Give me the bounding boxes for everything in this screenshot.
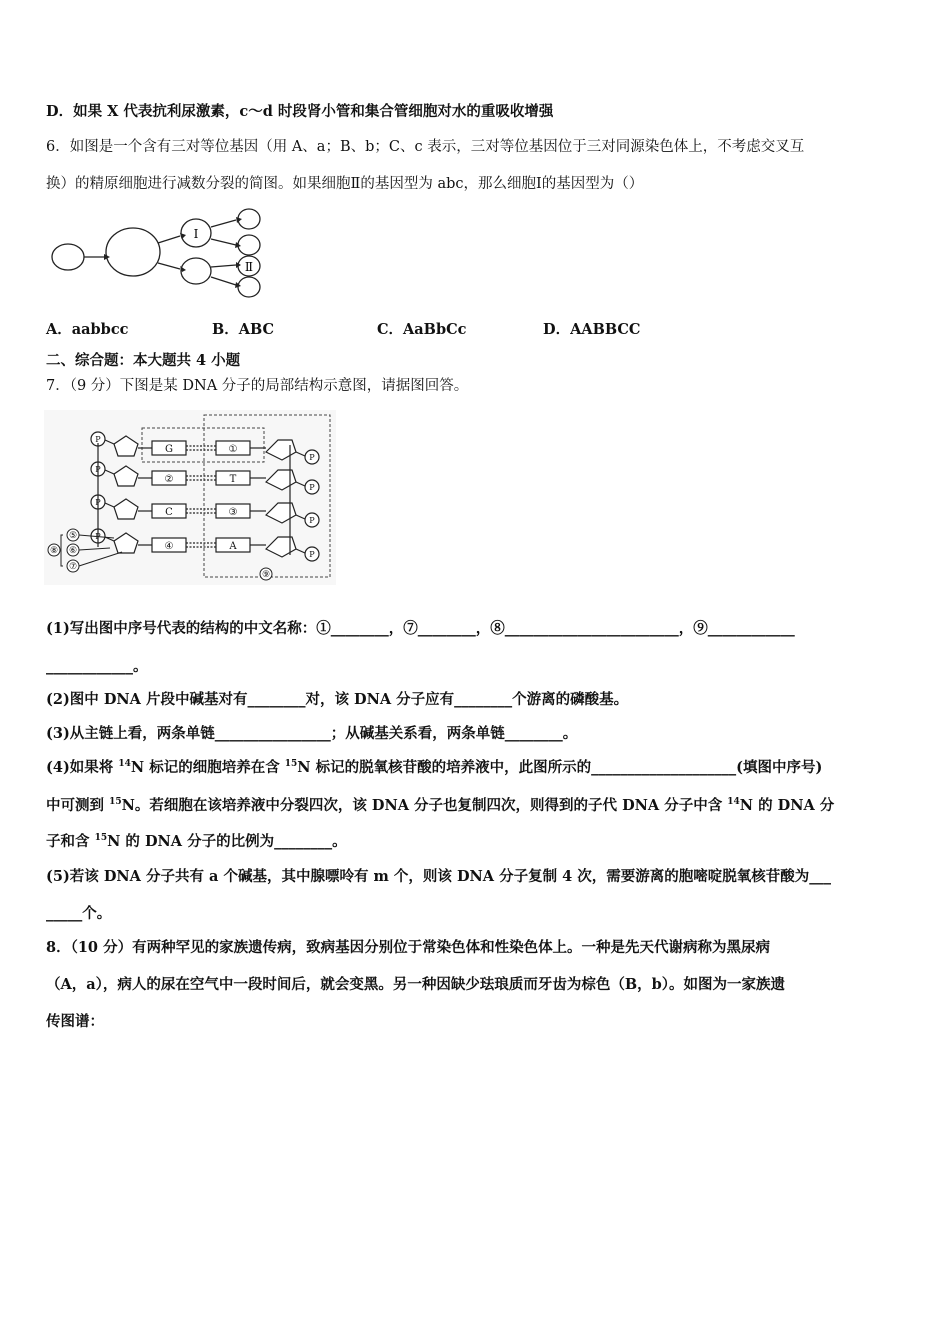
base-left-label-3: ④: [164, 541, 174, 552]
q8-stem-line2: （A，a），病人的尿在空气中一段时间后，就会变黑。另一种因缺少珐琅质而牙齿为棕色（B，b）。如图为一家族遗: [46, 976, 786, 993]
q7-part4-line2: [46, 796, 834, 816]
q7-part2: (2)图中 DNA 片段中碱基对有________对，该 DNA 分子应有________个游离的磷酸基。: [46, 691, 629, 708]
primary-spermatocyte: [106, 228, 160, 276]
phosphate-left-label-3: P: [95, 532, 101, 541]
base-right-label-0: ①: [228, 444, 238, 455]
q7-part4-line3: [46, 832, 347, 852]
q8-stem-line3: 传图谱：: [46, 1013, 104, 1030]
base-right-label-3: A: [229, 541, 237, 552]
phosphate-right-label-1: P: [309, 483, 315, 492]
phosphate-left-label-1: P: [95, 465, 101, 474]
label-9: ⑨: [261, 570, 271, 580]
base-right-label-2: ③: [228, 507, 238, 518]
q6-option-b[interactable]: B．ABC: [212, 321, 275, 338]
q7-intro: [46, 376, 468, 396]
phosphate-right-label-0: P: [309, 453, 315, 462]
q8-stem-line1: 8．（10 分）有两种罕见的家族遗传病，致病基因分别位于常染色体和性染色体上。一种是先天代谢病称为黑尿病: [46, 939, 771, 956]
cell-I-label: Ⅰ: [193, 227, 199, 241]
arrow-to-lower-cell: [158, 263, 180, 269]
label-5: ⑤: [68, 531, 78, 541]
p4-b3: N 的 DNA 分: [739, 797, 835, 814]
label-7: ⑦: [68, 562, 78, 572]
q7-part1-line1: (1)写出图中序号代表的结构的中文名称：①________，⑦________，⑧________________________，⑨____________: [46, 620, 795, 637]
base-left-label-0: G: [165, 444, 173, 455]
arrow-4: [211, 265, 236, 267]
p4-c1: 子和含: [46, 833, 95, 850]
p4-a-sup2: 15: [284, 759, 298, 769]
q7-part5-line2: _____个。: [46, 905, 112, 922]
label-8: ⑧: [49, 546, 59, 556]
q6-option-c[interactable]: C．AaBbCc: [377, 321, 467, 338]
p4-c2: N 的 DNA 分子的比例为________。: [107, 833, 347, 850]
arrow-5: [211, 277, 236, 285]
phosphate-left-label-2: P: [95, 498, 101, 507]
p4-a2: N 标记的细胞培养在含: [130, 759, 285, 776]
meiosis-diagram: [46, 205, 276, 300]
arrow-3: [211, 239, 236, 245]
q6-stem-line2: 换）的精原细胞进行减数分裂的简图。如果细胞Ⅱ的基因型为 abc，那么细胞Ⅰ的基因型为（）: [46, 176, 644, 192]
base-right-label-1: T: [229, 474, 237, 485]
label-6: ⑥: [68, 546, 78, 556]
p4-b1: 中可测到: [46, 797, 110, 814]
q7-part4-line1: [46, 758, 822, 778]
spermatogonium-cell: [52, 244, 84, 270]
dna-structure-diagram: [44, 410, 336, 585]
arrow-to-cell-I: [158, 236, 180, 243]
spermatid-2: [238, 235, 260, 255]
p4-b2: N。若细胞在该培养液中分裂四次，该 DNA 分子也复制四次，则得到的子代 DNA 分子中含: [121, 797, 728, 814]
q6-option-d[interactable]: D．AABBCC: [543, 321, 641, 338]
cell-II-label: Ⅱ: [244, 260, 254, 274]
phosphate-left-label-0: P: [95, 435, 101, 444]
p4-a-sup1: 14: [118, 759, 131, 769]
p4-a3: N 标记的脱氧核苷酸的培养液中，此图所示的____________________(填图中序号): [297, 759, 823, 776]
base-left-label-2: C: [165, 507, 173, 518]
q5-option-d: D．如果 X 代表抗利尿激素，c～d 时段肾小管和集合管细胞对水的重吸收增强: [46, 103, 554, 120]
base-left-label-1: ②: [164, 474, 174, 485]
q6-stem-line1: 6．如图是一个含有三对等位基因（用 A、a；B、b；C、c 表示，三对等位基因位于三对同源染色体上，不考虑交叉互: [46, 139, 805, 155]
secondary-cell-lower: [181, 258, 211, 284]
q7-part1-line2: ____________。: [46, 658, 148, 675]
q6-option-a[interactable]: A．aabbcc: [46, 321, 129, 338]
section2-title: 二、综合题：本大题共 4 小题: [46, 352, 241, 369]
q7-intro-text: 7．（9 分）下图是某 DNA 分子的局部结构示意图，请据图回答。: [46, 378, 469, 394]
phosphate-right-label-3: P: [309, 550, 315, 559]
p4-a1: (4)如果将: [46, 759, 119, 776]
q7-part5-line1: (5)若该 DNA 分子共有 a 个碱基，其中腺嘌呤有 m 个，则该 DNA 分子复制 4 次，需要游离的胞嘧啶脱氧核苷酸为___: [46, 868, 832, 885]
phosphate-right-label-2: P: [309, 516, 315, 525]
p4-b-sup2: 14: [727, 797, 740, 807]
p4-c-sup1: 15: [94, 833, 108, 843]
p4-b-sup1: 15: [109, 797, 122, 807]
spermatid-4: [238, 277, 260, 297]
arrow-2: [211, 220, 236, 227]
q7-part3: (3)从主链上看，两条单链________________；从碱基关系看，两条单链________。: [46, 725, 578, 742]
